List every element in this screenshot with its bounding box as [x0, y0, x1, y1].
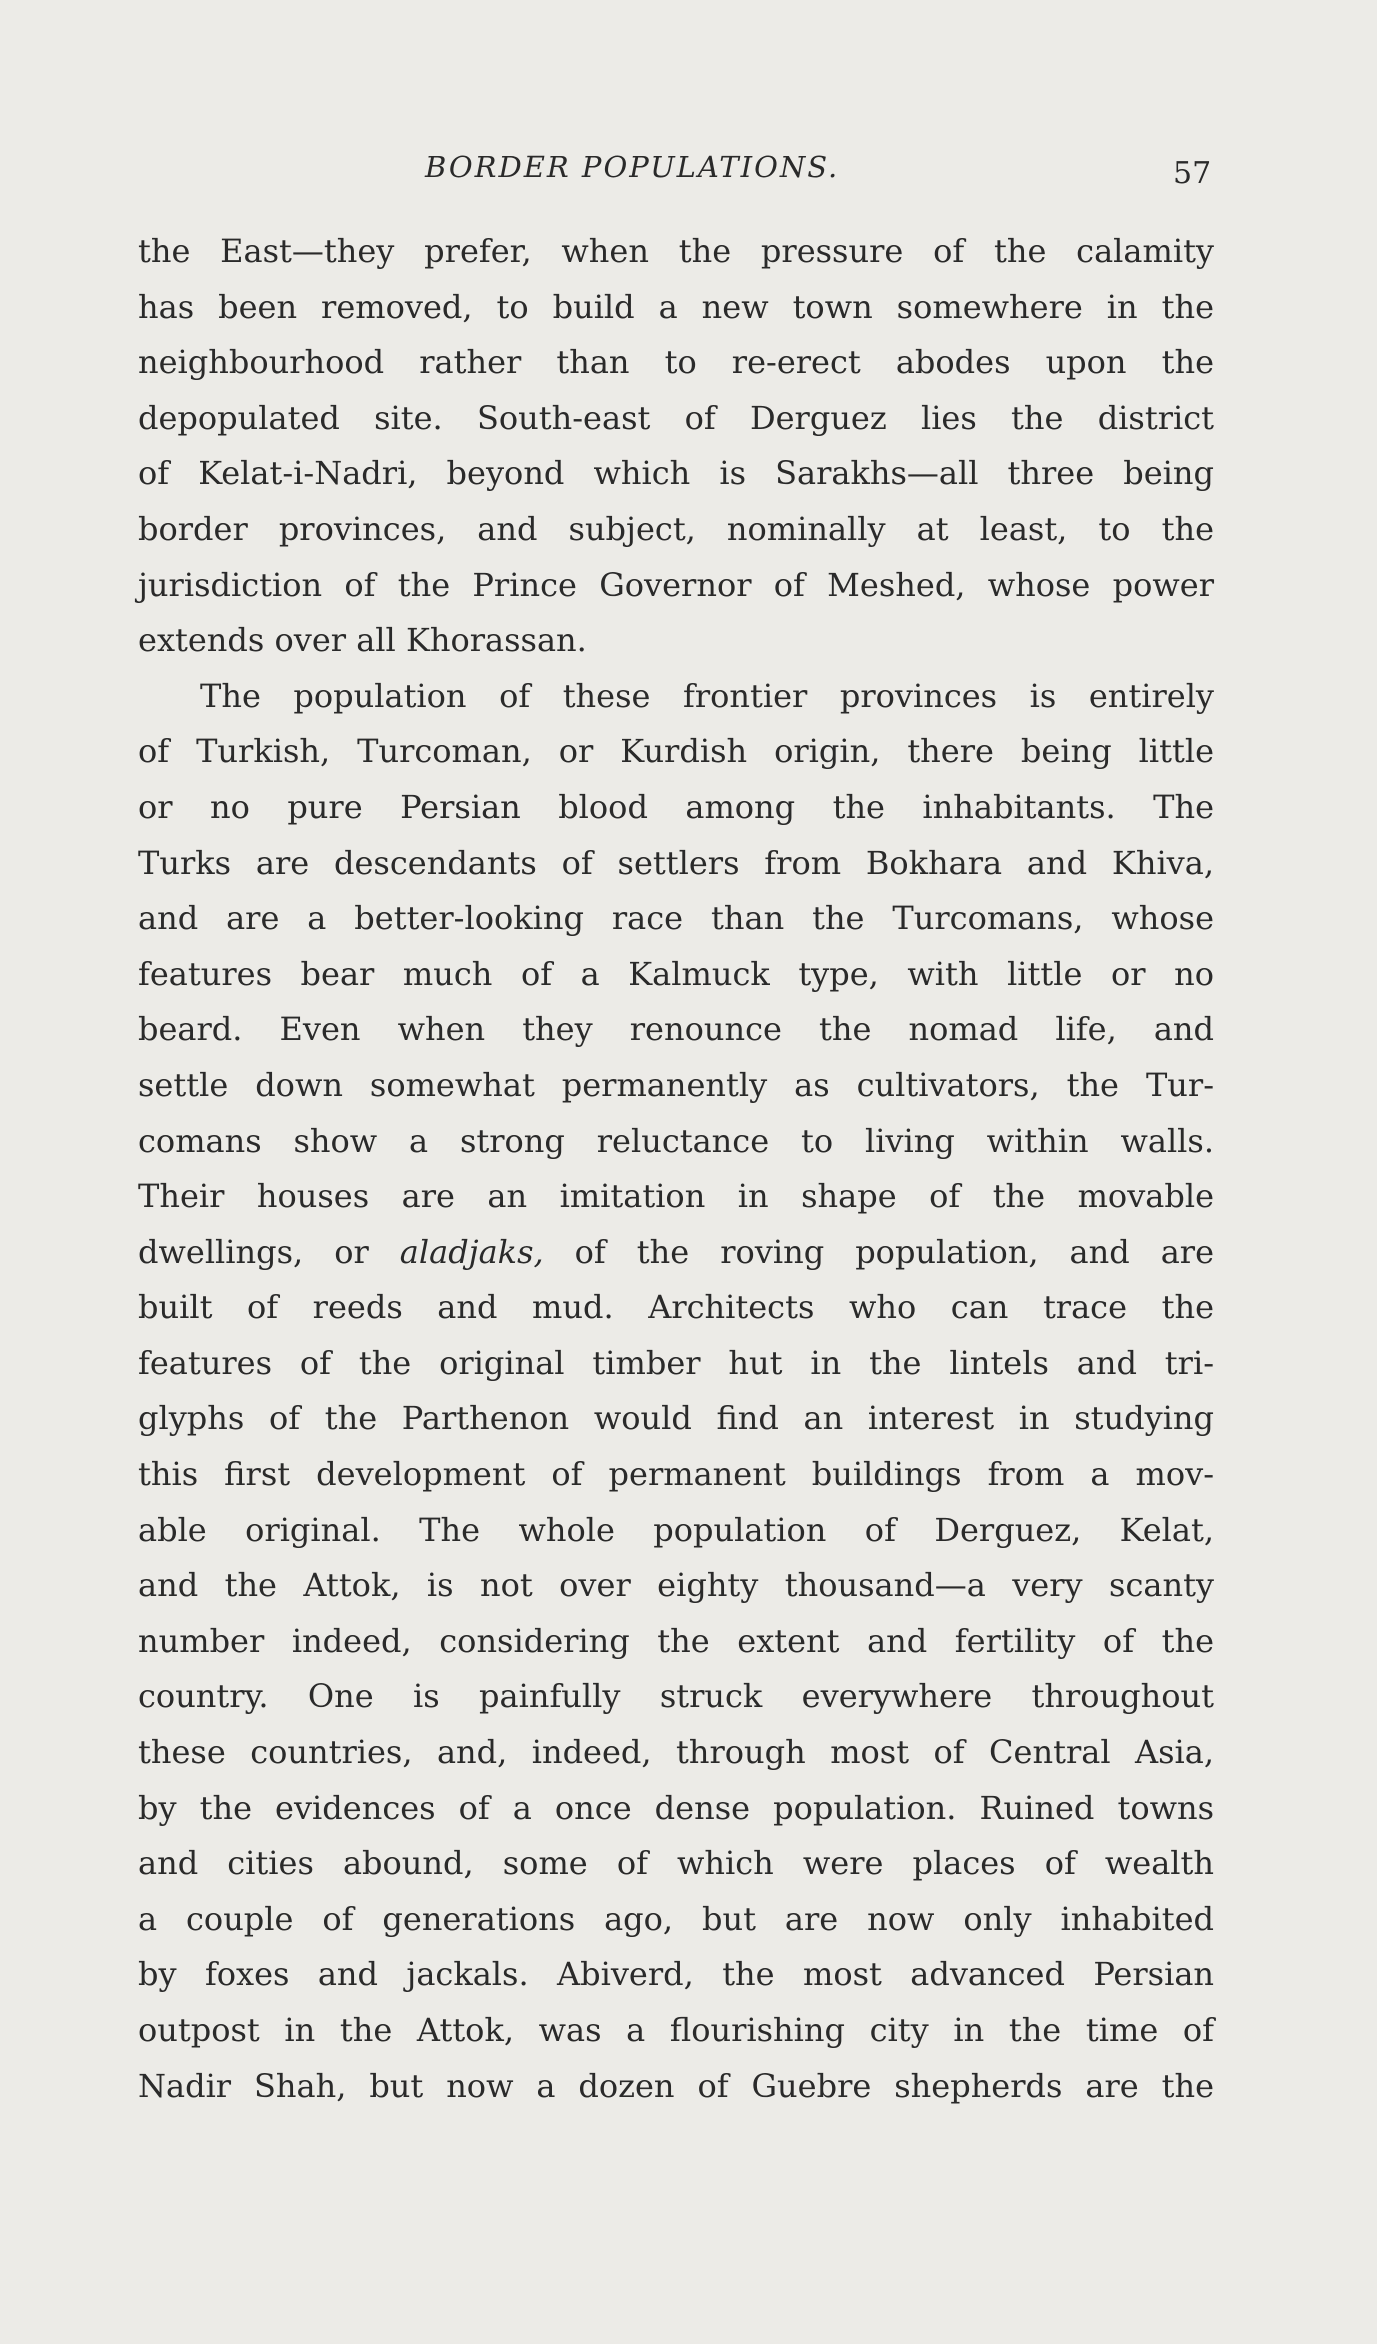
text-line: of Kelat-i-Nadri, beyond which is Sarakhs—all three being: [138, 454, 1214, 493]
text-line: outpost in the Attok, was a flourishing city in the time of: [138, 2011, 1214, 2049]
text-line: Nadir Shah, but now a dozen of Guebre shepherds are the: [138, 2066, 1214, 2105]
text-line: beard. Even when they renounce the nomad life, and: [138, 1010, 1214, 1049]
text-line: jurisdiction of the Prince Governor of Meshed, whose power: [138, 565, 1214, 604]
text-line: neighbourhood rather than to re-erect abodes upon the: [138, 343, 1214, 382]
text-line: border provinces, and subject, nominally at least, to the: [138, 509, 1214, 548]
text-line: a couple of generations ago, but are now only inhabited: [138, 1899, 1214, 1938]
text-line: glyphs of the Parthenon would find an interest in studying: [138, 1399, 1214, 1438]
body-text: [138, 224, 1214, 2114]
text-line: features bear much of a Kalmuck type, with little or no: [138, 954, 1214, 993]
running-head: BORDER POPULATIONS.: [425, 150, 840, 184]
text-segment: dwellings, or: [138, 1232, 400, 1271]
text-line: these countries, and, indeed, through most of Central Asia,: [138, 1733, 1214, 1772]
text-line-with-italic: [138, 1225, 1214, 1281]
text-line: Their houses are an imitation in shape of the movable: [138, 1177, 1214, 1216]
text-line: and are a better-looking race than the Turcomans, whose: [138, 899, 1214, 938]
text-line: of Turkish, Turcoman, or Kurdish origin, there being little: [138, 732, 1214, 771]
text-segment: of the roving population, and are: [543, 1232, 1215, 1271]
text-line: number indeed, considering the extent and fertility of the: [138, 1621, 1214, 1660]
text-line: and cities abound, some of which were places of wealth: [138, 1844, 1214, 1883]
text-line: features of the original timber hut in the lintels and tri-: [138, 1343, 1214, 1382]
text-line: comans show a strong reluctance to living within walls.: [138, 1121, 1214, 1160]
text-line: Turks are descendants of settlers from Bokhara and Khiva,: [138, 843, 1214, 882]
text-line: depopulated site. South-east of Derguez lies the district: [138, 398, 1214, 437]
text-line: and the Attok, is not over eighty thousand—a very scanty: [138, 1566, 1214, 1605]
paragraph-start-line: The population of these frontier provinces is entirely: [200, 676, 1214, 715]
text-line: or no pure Persian blood among the inhabitants. The: [138, 787, 1214, 826]
page-number: 57: [1173, 156, 1212, 191]
text-line: this first development of permanent buildings from a mov-: [138, 1455, 1214, 1494]
text-line: built of reeds and mud. Architects who can trace the: [138, 1288, 1214, 1327]
text-line: the East—they prefer, when the pressure of the calamity: [138, 232, 1214, 270]
paragraph-end-line: extends over all Khorassan.: [138, 621, 587, 660]
text-line: country. One is painfully struck everywhere throughout: [138, 1677, 1214, 1716]
italic-term: aladjaks,: [399, 1232, 544, 1271]
text-line: settle down somewhat permanently as cultivators, the Tur-: [138, 1065, 1214, 1104]
text-line: by the evidences of a once dense population. Ruined towns: [138, 1788, 1214, 1827]
text-line: by foxes and jackals. Abiverd, the most advanced Persian: [138, 1955, 1214, 1994]
text-line: has been removed, to build a new town somewhere in the: [138, 287, 1214, 326]
text-line: able original. The whole population of Derguez, Kelat,: [138, 1510, 1214, 1549]
